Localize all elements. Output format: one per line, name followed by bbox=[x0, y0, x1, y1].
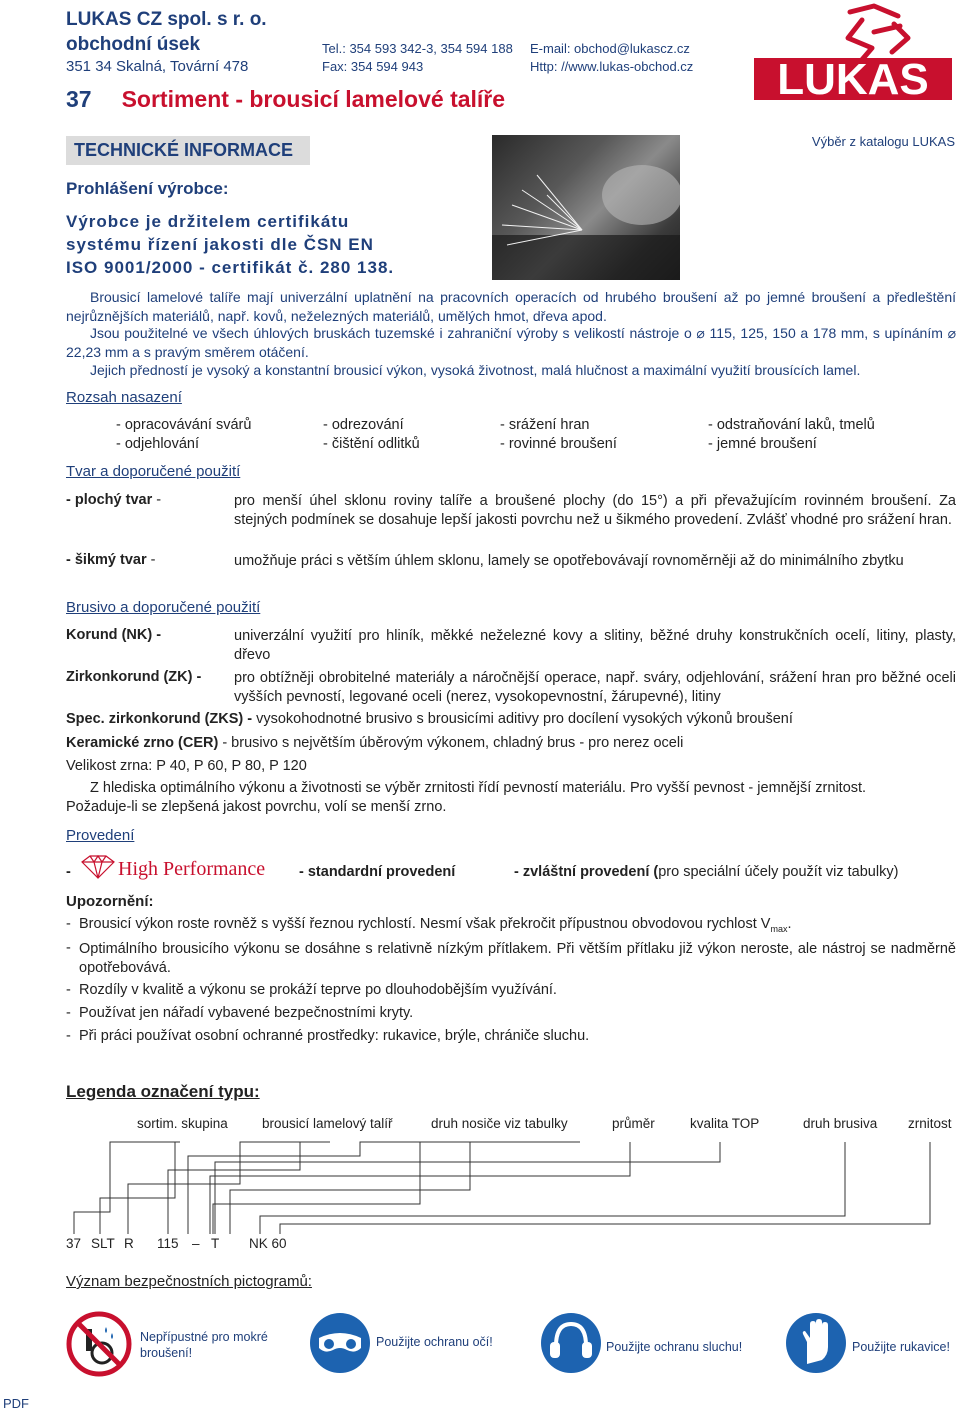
legend-label: druh nosiče viz tabulky bbox=[431, 1116, 568, 1131]
code-part: NK 60 bbox=[249, 1236, 287, 1251]
code-part: SLT bbox=[91, 1236, 115, 1251]
picto-caption-2: Použijte ochranu očí! bbox=[376, 1335, 493, 1349]
warning-2: Optimálního brousicího výkonu se dosáhne s relativně nízkým přítlakem. Při větším přítlaku již výkon neroste, ale nástroj se nadměrně opotřebovává. bbox=[79, 941, 956, 976]
code-part: 115 bbox=[157, 1236, 179, 1251]
intro-p1: Brousicí lamelové talíře mají univerzální uplatnění na pracovních operacích od hrubého broušení až po jemné broušení a předleštění nejrůznějších materiálů, např. kovů, neželezných materiálů, umělých hmot, dřeva apod. bbox=[66, 289, 956, 324]
warnings-heading: Upozornění: bbox=[66, 893, 154, 910]
warning-4: Používat jen nářadí vybavené bezpečnostními kryty. bbox=[79, 1005, 414, 1021]
picto-caption-3: Použijte ochranu sluchu! bbox=[606, 1340, 743, 1354]
gloves-icon bbox=[785, 1312, 847, 1377]
legend-label: kvalita TOP bbox=[690, 1116, 760, 1131]
ceramic-grain: Keramické zrno (CER) - brusivo s největším úběrovým výkonem, chladný brus - pro nerez oceli bbox=[66, 735, 684, 751]
picto-caption-1: Nepřípustné pro mokré broušení! bbox=[140, 1330, 268, 1360]
intro-p2: Jsou použitelné ve všech úhlových bruskách tuzemské i zahraniční výroby s velikostí nástroje o ⌀ 115, 125, 150 a 178 mm, s upínáním ⌀ 22,23 mm a s pravým směrem otáčení. bbox=[66, 325, 956, 360]
legend-connectors bbox=[0, 1134, 960, 1237]
warning-bullet: - bbox=[66, 1005, 71, 1021]
grit-note-2: Požaduje-li se zlepšená jakost povrchu, volí se menší zrno. bbox=[66, 799, 447, 815]
legend-label: zrnitost bbox=[908, 1116, 952, 1131]
hearing-protection-icon bbox=[540, 1312, 602, 1377]
company-name: LUKAS CZ spol. s r. o. bbox=[66, 9, 267, 30]
korund-label: Korund (NK) - bbox=[66, 627, 162, 643]
section-name: Sortiment - brousicí lamelové talíře bbox=[121, 86, 506, 112]
usage-item: - opracovávání svárů bbox=[116, 417, 252, 433]
catalog-note: Výběr z katalogu LUKAS bbox=[811, 134, 955, 149]
warning-bullet: - bbox=[66, 1028, 71, 1044]
warning-3: Rozdíly v kvalitě a výkonu se prokáží teprve po dlouhodobějším využívání. bbox=[79, 982, 557, 998]
usage-item: - rovinné broušení bbox=[500, 436, 617, 452]
eye-protection-icon bbox=[309, 1312, 371, 1377]
usage-item: - srážení hran bbox=[500, 417, 590, 433]
variant-special: - zvláštní provedení (pro speciální účely použít viz tabulky) bbox=[514, 864, 899, 880]
shape-heading: Tvar a doporučené použití bbox=[66, 463, 241, 480]
company-dept: obchodní úsek bbox=[66, 34, 201, 55]
variant-dash: - bbox=[66, 864, 71, 880]
usage-item: - odjehlování bbox=[116, 436, 200, 452]
pdf-marker: PDF bbox=[3, 1396, 29, 1411]
contact-fax: Fax: 354 594 943 bbox=[322, 59, 424, 74]
oblique-text: umožňuje práci s větším úhlem sklonu, lamely se opotřebovávají rovnoměrněji až do minimálního zbytku bbox=[234, 553, 904, 569]
picto-caption-4: Použijte rukavice! bbox=[852, 1340, 950, 1354]
grit-sizes: Velikost zrna: P 40, P 60, P 80, P 120 bbox=[66, 758, 307, 774]
contact-email[interactable]: E-mail: obchod@lukascz.cz bbox=[530, 41, 690, 56]
no-wet-grinding-icon bbox=[66, 1311, 132, 1380]
usage-item: - jemné broušení bbox=[708, 436, 817, 452]
code-part: 37 bbox=[66, 1236, 82, 1251]
flat-text: pro menší úhel sklonu roviny talíře a broušené plochy (do 15°) a při převažujícím rovinném broušení. Za stejných podmínek se dosahuje lepší jakosti povrchu než u šikmého provedení. Zvlášť vhodné pro srážení hran. bbox=[234, 493, 956, 528]
section-number: 37 bbox=[66, 86, 92, 112]
intro-p3: Jejich předností je vysoký a konstantní brousicí výkon, vysoká životnost, malá hlučnost a maximální využití brousících lamel. bbox=[90, 362, 861, 378]
tech-info-label: TECHNICKÉ INFORMACE bbox=[74, 140, 293, 160]
legend-label: sortim. skupina bbox=[137, 1116, 228, 1131]
declaration-line: ISO 9001/2000 - certifikát č. 280 138. bbox=[66, 258, 395, 277]
zirkon-text: pro obtížněji obrobitelné materiály a náročnější operace, např. sváry, odjehlování, srážení hran pro běžné oceli vyšších pevností, legované oceli (nerez, vysokopevnostní, žárupevné), litiny bbox=[234, 670, 956, 705]
oblique-label: - šikmý tvar - bbox=[66, 552, 156, 568]
warning-bullet: - bbox=[66, 940, 71, 956]
grit-note-1: Z hlediska optimálního výkonu a životnosti se výběr zrnitosti řídí pevností materiálu. Pro vyšší pevnost - jemnější zrnitost. bbox=[90, 780, 867, 796]
company-address: 351 34 Skalná, Tovární 478 bbox=[66, 58, 249, 75]
usage-item: - čištění odlitků bbox=[323, 436, 420, 452]
legend-label: brousicí lamelový talíř bbox=[262, 1116, 393, 1131]
warning-bullet: - bbox=[66, 982, 71, 998]
svg-text:LUKAS: LUKAS bbox=[777, 55, 929, 104]
warning-1: Brousicí výkon roste rovněž s vyšší řeznou rychlostí. Nesmí však překročit přípustnou obvodovou rychlost $V_{max}$. bbox=[79, 916, 792, 934]
legend-heading: Legenda označení typu: bbox=[66, 1082, 260, 1101]
grinding-photo bbox=[492, 135, 680, 280]
section-title bbox=[66, 86, 505, 113]
lukas-logo bbox=[752, 2, 956, 106]
code-part: – bbox=[192, 1236, 200, 1251]
korund-text: univerzální využití pro hliník, měkké neželezné kovy a slitiny, běžné druhy konstrukčních ocelí, litiny, plasty, dřevo bbox=[234, 628, 956, 663]
zirkon-label: Zirkonkorund (ZK) - bbox=[66, 669, 202, 685]
declaration-heading: Prohlášení výrobce: bbox=[66, 179, 229, 198]
usage-item: - odrezování bbox=[323, 417, 404, 433]
legend-label: průměr bbox=[612, 1116, 655, 1131]
contact-tel: Tel.: 354 593 342-3, 354 594 188 bbox=[322, 41, 513, 56]
pictograms-heading: Význam bezpečnostních pictogramů: bbox=[66, 1273, 312, 1290]
abrasive-heading: Brusivo a doporučené použití bbox=[66, 599, 261, 616]
spec-zirkon: Spec. zirkonkorund (ZKS) - vysokohodnotné brusivo s brousicími aditivy pro docílení vysokých výkonů broušení bbox=[66, 711, 793, 727]
warning-5: Při práci používat osobní ochranné prostředky: rukavice, brýle, chrániče sluchu. bbox=[79, 1028, 590, 1044]
declaration-text bbox=[66, 210, 394, 279]
code-part: T bbox=[211, 1236, 220, 1251]
declaration-line: systému řízení jakosti dle ČSN EN bbox=[66, 235, 374, 254]
variant-standard: - standardní provedení bbox=[299, 864, 456, 880]
declaration-line: Výrobce je držitelem certifikátu bbox=[66, 212, 350, 231]
code-part: R bbox=[124, 1236, 134, 1251]
variants-heading: Provedení bbox=[66, 827, 135, 844]
diamond-icon bbox=[78, 854, 118, 883]
warning-bullet: - bbox=[66, 916, 71, 932]
legend-label: druh brusiva bbox=[803, 1116, 878, 1131]
usage-item: - odstraňování laků, tmelů bbox=[708, 417, 875, 433]
high-performance-label: High Performance bbox=[118, 858, 266, 880]
contact-web[interactable]: Http: //www.lukas-obchod.cz bbox=[530, 59, 694, 74]
tech-info-bar bbox=[66, 136, 310, 165]
flat-label: - plochý tvar - bbox=[66, 492, 162, 508]
usage-heading: Rozsah nasazení bbox=[66, 389, 182, 406]
